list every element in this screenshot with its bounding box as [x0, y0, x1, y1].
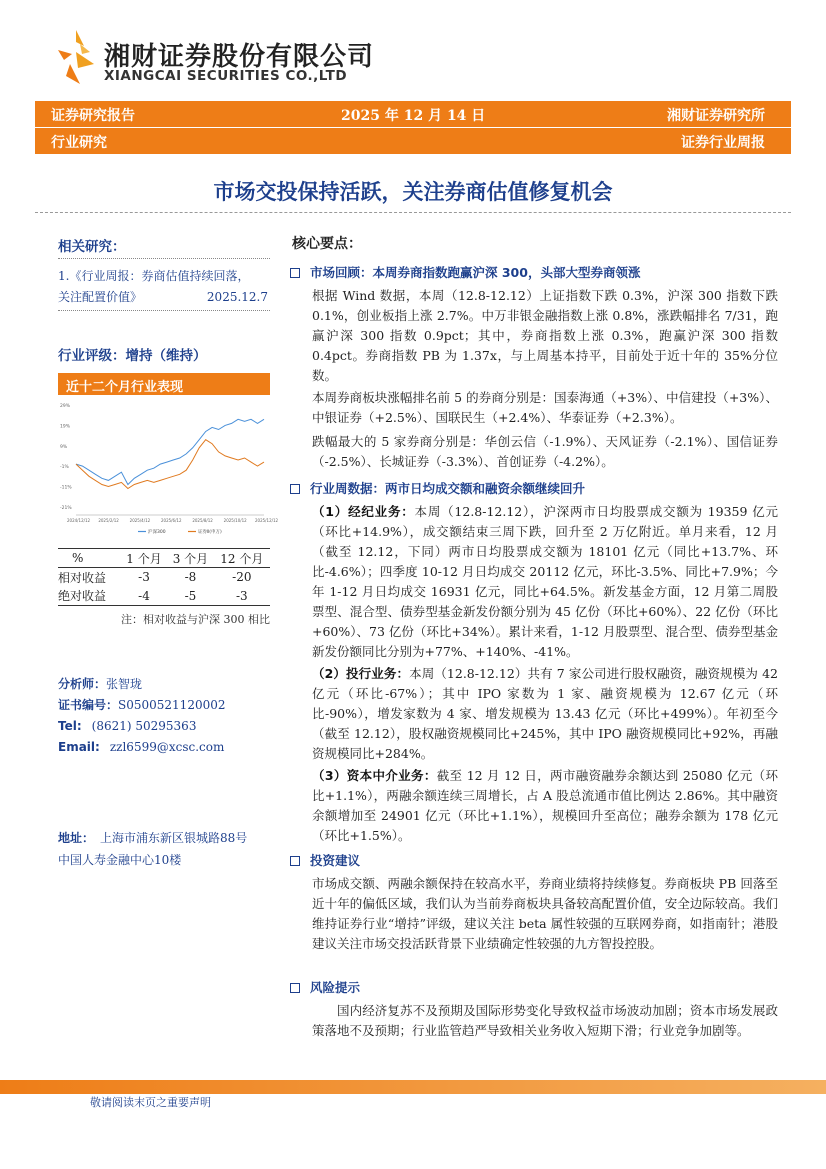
- title-divider: [35, 212, 791, 213]
- paragraph-ib: [312, 664, 778, 764]
- table-header-cell: 12 个月: [214, 549, 270, 568]
- table-cell: -3: [214, 587, 270, 606]
- section-investment-advice: [290, 851, 360, 869]
- y-tick-label: -21%: [60, 505, 72, 511]
- cert-number: S0500521120002: [118, 698, 226, 712]
- email-label: Email:: [58, 740, 100, 754]
- table-cell: -3: [138, 570, 150, 585]
- paragraph-label: （1）经纪业务：: [312, 504, 415, 519]
- address-label: 地址：: [58, 831, 95, 845]
- related-research-heading: 相关研究：: [58, 239, 126, 255]
- paragraph: 国内经济复苏不及预期及国际形势变化导致权益市场波动加剧；资本市场发展政策落地不及预期；行业监管趋严导致相关业务收入短期下滑；行业竞争加剧等。: [312, 1003, 778, 1038]
- paragraph: 根据 Wind 数据，本周（12.8-12.12）上证指数下跌 0.3%，沪深 300 指数下跌 0.1%，创业板指上涨 2.7%。中万非银金融指数上涨 0.8%，涨跌幅排名 7/31，跑赢沪深 300 指数 0.9pct；其中，券商指数上涨 0.3%，跑赢沪深 300 指数 0.4pct。券商指数 PB 为 1.37x，与上周基本持平，目前处于近十年的 35%分位数。: [312, 288, 778, 383]
- performance-heading: 近十二个月行业表现: [58, 373, 270, 395]
- y-tick-label: 19%: [60, 424, 71, 430]
- page-title: 市场交投保持活跃，关注券商估值修复机会: [213, 180, 613, 204]
- x-tick-label: 2024/12/12: [67, 518, 91, 523]
- table-cell: -8: [184, 570, 197, 585]
- table-row: [58, 568, 270, 587]
- address-line2: 中国人寿金融中心10楼: [58, 853, 182, 867]
- address-line1: 上海市浦东新区银城路88号: [100, 831, 248, 845]
- report-date: 2025 年 12 月 14 日: [341, 108, 486, 124]
- table-header-cell: %: [58, 549, 121, 568]
- core-points-heading: 核心要点：: [292, 236, 362, 252]
- section-heading: 投资建议: [310, 853, 361, 868]
- tel-row: [58, 716, 288, 737]
- paragraph-text: 截至 12 月 12 日，两市融资融券余额达到 25080 亿元（环比+1.1%），两融余额连续三周增长，占 A 股总流通市值比例达 2.86%。其中融资余额增加至 24901 亿元（环比+1.1%），规模回升至高位；融券余额为 178 亿元（环比+1.5%）。: [312, 768, 779, 843]
- paragraph: 市场成交额、两融余额保持在较高水平，券商业绩将持续修复。券商板块 PB 回落至近十年的偏低区域，我们认为当前券商板块具备较高配置价值，安全边际较高。我们维持证券行业“增持”评级，建议关注 beta 属性较强的互联网券商，如指南针；港股建议关注市场交投活跃背景下业绩确定性较强的九方智投控股。: [312, 876, 778, 951]
- section-risk: [290, 978, 360, 996]
- email-row: [58, 737, 288, 758]
- company-logo-icon: [50, 28, 102, 86]
- table-cell: -5: [167, 587, 213, 606]
- company-name-cn: 湘财证券股份有限公司: [104, 42, 375, 72]
- performance-table: [58, 548, 270, 606]
- x-tick-label: 2025/12/12: [255, 518, 279, 523]
- checkbox-bullet-icon: [290, 983, 300, 993]
- paragraph: 跌幅最大的 5 家券商分别是：华创云信（-1.9%）、天风证券（-2.1%）、国信证券（-2.5%）、长城证券（-3.3%）、首创证券（-4.2%）。: [312, 434, 778, 469]
- paragraph-label: （3）资本中介业务：: [312, 768, 437, 783]
- cert-row: [58, 695, 288, 716]
- section-heading: 行业周数据：两市日均成交额和融资余额继续回升: [310, 481, 586, 496]
- email-link[interactable]: zzl6599@xcsc.com: [109, 740, 225, 754]
- related-research-item[interactable]: [58, 266, 270, 308]
- analyst-info: [58, 674, 288, 758]
- table-cell: 绝对收益: [58, 587, 121, 606]
- analyst-row: [58, 674, 288, 695]
- related-item-line2: 关注配置价值》: [58, 290, 143, 304]
- section-weekly-data: [290, 479, 585, 497]
- paragraph-brokerage: [312, 502, 778, 662]
- table-row: [58, 587, 270, 606]
- series-line-1: [76, 440, 264, 489]
- table-cell: -4: [121, 587, 167, 606]
- related-divider-bottom: [58, 310, 270, 311]
- x-tick-label: 2025/2/12: [98, 518, 119, 523]
- research-institute: 湘财证券研究所: [667, 108, 765, 124]
- paragraph-label: （2）投行业务：: [312, 666, 410, 681]
- address-info: [58, 827, 288, 871]
- analyst-name: 张智珑: [106, 677, 143, 691]
- checkbox-bullet-icon: [290, 268, 300, 278]
- table-cell: 相对收益: [58, 570, 107, 585]
- table-header-row: [58, 549, 270, 568]
- section-market-review: [290, 263, 640, 281]
- table-note: 注：相对收益与沪深 300 相比: [121, 613, 270, 626]
- x-tick-label: 2025/6/12: [161, 518, 182, 523]
- checkbox-bullet-icon: [290, 856, 300, 866]
- y-tick-label: 29%: [60, 404, 71, 410]
- y-tick-label: -11%: [60, 485, 72, 491]
- paragraph: 本周券商板块涨幅排名前 5 的券商分别是：国泰海通（+3%）、中信建投（+3%）、中银证券（+2.5%）、国联民生（+2.4%）、华泰证券（+2.3%）。: [312, 390, 778, 425]
- header-bar-bottom: [35, 128, 791, 154]
- research-category: 行业研究: [51, 135, 107, 151]
- report-type: 证券研究报告: [51, 108, 135, 124]
- legend-label: 沪深300: [148, 530, 166, 535]
- legend-label: 证券Ⅱ(申万): [198, 530, 222, 535]
- section-heading: 市场回顾：本周券商指数跑赢沪深 300，头部大型券商领涨: [310, 265, 641, 280]
- x-tick-label: 2025/10/12: [223, 518, 247, 523]
- tel-number: (8621) 50295363: [91, 719, 197, 733]
- footer-disclaimer: 敬请阅读末页之重要声明: [90, 1096, 211, 1109]
- tel-label: Tel:: [58, 719, 82, 733]
- header-bar-top: [35, 101, 791, 127]
- x-tick-label: 2025/4/12: [129, 518, 151, 523]
- section-heading: 风险提示: [310, 980, 361, 995]
- paragraph-text: 本周（12.8-12.12）共有 7 家公司进行股权融资，融资规模为 42 亿元（环比-67%）；其中 IPO 家数为 1 家、融资规模为 12.67 亿元（环比-90%），增发家数为 4 家、增发规模为 13.43 亿元（环比+499%）。年初至今（截至 12.12），股权融资规模同比+245%，其中 IPO 融资规模同比+92%，再融资规模同比+284%。: [312, 666, 778, 761]
- cert-label: 证书编号：: [58, 698, 119, 712]
- checkbox-bullet-icon: [290, 484, 300, 494]
- industry-rating: 行业评级：增持（维持）: [58, 348, 207, 364]
- y-tick-label: -1%: [60, 465, 69, 471]
- related-divider-top: [58, 258, 270, 259]
- footer-stripe: [0, 1080, 826, 1094]
- paragraph-text: 本周（12.8-12.12），沪深两市日均股票成交额为 19359 亿元（环比+14.9%），成交额结束三周下跌，回升至 2 万亿附近。单月来看，12 月（截至 12.12，下同）两市日均股票成交额为 18101 亿元（同比+13.7%、环比-4.6%）；四季度 10-12 月日均成交 20112 亿元，环比-3.5%、同比+7.9%；今年 1-12 月日均成交 16931 亿元，同比+64.5%。新发基金方面，12 月第二周股票型、混合型、债券型基金新发份额分别为 45 亿份（环比+60%）、22 亿份（环比+60%）、73 亿份（环比+34%）。累计来看，1-12 月股票型、混合型、债券型基金新发份额同比分别为+77%、+140%、-41%。: [312, 504, 778, 659]
- company-name-en: XIANGCAI SECURITIES CO.,LTD: [104, 68, 348, 84]
- y-tick-label: 9%: [60, 444, 68, 450]
- report-series: 证券行业周报: [681, 135, 765, 151]
- x-tick-label: 2025/8/12: [192, 518, 213, 523]
- table-header-cell: 1 个月: [121, 549, 167, 568]
- performance-chart: [58, 397, 279, 542]
- related-item-line1: 1.《行业周报：券商估值持续回落，: [58, 269, 250, 283]
- analyst-label: 分析师：: [58, 677, 107, 691]
- related-item-date: 2025.12.7: [206, 290, 268, 304]
- series-line-0: [76, 419, 264, 484]
- paragraph-capital: [312, 766, 778, 846]
- table-header-cell: 3 个月: [167, 549, 213, 568]
- table-cell: -20: [232, 570, 252, 585]
